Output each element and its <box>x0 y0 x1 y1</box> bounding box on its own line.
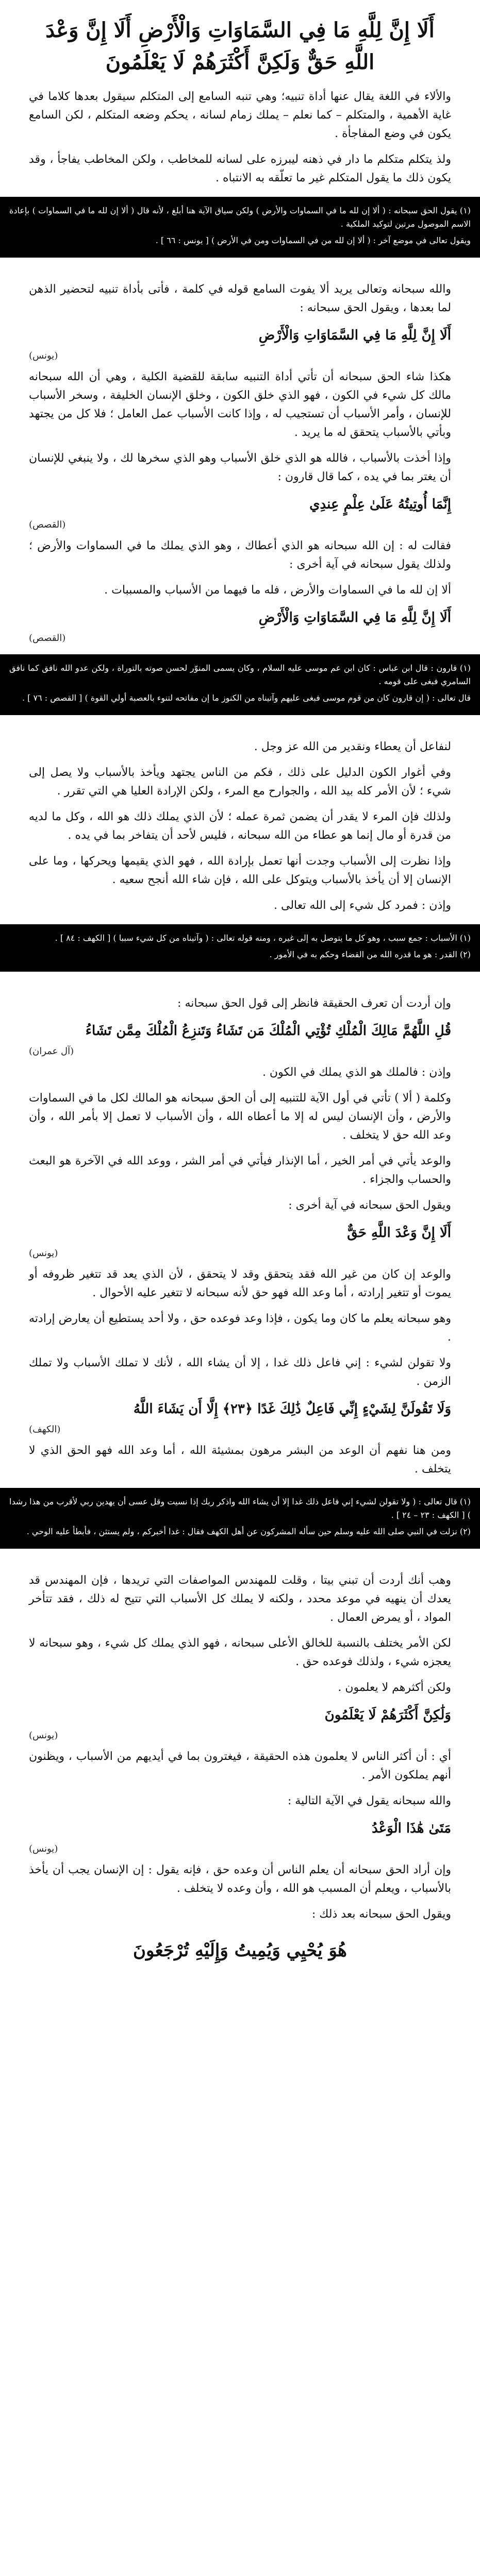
surah-reference: (الكهف) <box>29 1424 61 1435</box>
section-4 <box>9 994 471 1549</box>
footnote-text: ويقول تعالى في موضع آخر : ( ألا إن لله من في السماوات ومن في الأرض ) [ يونس : ٦٦ ] . <box>155 235 471 245</box>
quran-verse: أَلَا إِنَّ وَعْدَ اللَّهِ حَقٌّ <box>347 1225 451 1241</box>
surah-reference: (يونس) <box>29 1730 58 1741</box>
paragraph: هكذا شاء الحق سبحانه أن تأتي أداة التنبيه سابقة للقضية الكلية ، وهي أن الله سبحانه مالك كل شيء في الكون ، فهو الذي خلق الكون ، وخلق الإنسان الخليفة ، وسخر الأسباب للإنسان ، وأمر الأسباب أن تستجيب له ، وإذا كانت الأسباب عمل العامل ؛ فلا كل من يجتهد وبأتي بالأسباب يتحقق له ما يريد . <box>29 370 451 439</box>
paragraph: ولذلك فإن المرء لا يقدر أن يضمن ثمرة عمله ؛ لأن الذي يملك ذلك هو الله ، وكل ما لديه من قدرة أو مال إنما هو عطاء من الله سبحانه ، فليس لأحد أن يتفاخر بما في يده . <box>29 810 451 842</box>
paragraph: وكلمة ( ألا ) تأتي في أول الآية للتنبيه إلى أن الحق سبحانه هو المالك لكل ما في السماوات والأرض ، وأن الإنسان ليس له إلا ما أعطاه الله ، وأن الأسباب لا تعمل إلا بأمر الله ، وأن وعد الله حق لا يتخلف . <box>29 1092 451 1142</box>
paragraph: لكن الأمر يختلف بالنسبة للخالق الأعلى سبحانه ، فهو الذي يملك كل شيء ، وهو سبحانه لا يعجزه شيء ، ولذلك فوعده حق . <box>29 1637 451 1668</box>
surah-reference: (القصص) <box>29 633 66 643</box>
paragraph: وإذا أخذت بالأسباب ، فالله هو الذي خلق الأسباب وهو الذي سخرها لك ، ولا ينبغي للإنسان أن يغتر بما في يده ، كما قال قارون : <box>29 452 451 483</box>
footnote-box <box>0 1488 480 1549</box>
opening-verse: أَلَا إِنَّ لِلَّهِ مَا فِي السَّمَاوَاتِ وَالْأَرْضِ أَلَا إِنَّ وَعْدَ اللَّهِ حَقٌّ وَلَكِنَّ أَكْثَرَهُمْ لَا يَعْلَمُونَ <box>45 18 435 74</box>
paragraph: فقالت له : إن الله سبحانه هو الذي أعطاك ، وهو الذي يملك ما في السماوات والأرض ؛ ولذلك يقول سبحانه في آية أخرى : <box>29 539 451 571</box>
section-5 <box>29 1571 451 1964</box>
paragraph: وهب أنك أردت أن تبني بيتا ، وقلت للمهندس المواصفات التي تريدها ، فإن المهندس قد يعدك أن ينهيه في موعد محدد ، ولكنه لا يملك كل الأسباب التي تتيح له ذلك ، فقد تتأخر المواد ، أو يمرض العمال . <box>29 1574 451 1624</box>
footnote-box <box>0 924 480 972</box>
paragraph: وإذن : فالملك هو الذي يملك في الكون . <box>262 1066 451 1079</box>
paragraph: وفي أغوار الكون الدليل على ذلك ، فكم من الناس يجتهد ويأخذ بالأسباب ولا يصل إلى شيء ؛ لأن الأمر كله بيد الله ، والجوارح مع المرء ، ولكن الإرادة العليا هي التي تقرر . <box>29 766 451 798</box>
paragraph: ومن هنا نفهم أن الوعد من البشر مرهون بمشيئة الله ، أما وعد الله فهو الحق الذي لا يتخلف . <box>29 1444 451 1476</box>
surah-reference: (يونس) <box>29 1843 58 1854</box>
paragraph: ولذ يتكلم متكلم ما دار في ذهنه ليبرزه على لسانه للمخاطب ، ولكن المخاطب يفاجأ ، وقد يكون ذلك ما يقول المتكلم غير ما تعلّقه به الانتباه . <box>29 153 451 184</box>
footnote-text: (١) الأسباب : جمع سبب ، وهو كل ما يتوصل به إلى غيره ، ومنه قوله تعالى : ( وآتيناه من كل شيء سببا ) [ الكهف : ٨٤ ] . <box>55 933 471 943</box>
surah-reference: (آل عمران) <box>29 1046 74 1057</box>
section-2 <box>9 280 471 715</box>
quran-verse: مَتَىٰ هَٰذَا الْوَعْدُ <box>372 1821 451 1836</box>
paragraph: أي : أن أكثر الناس لا يعلمون هذه الحقيقة ، فيغترون بما في أيديهم من الأسباب ، ويظنون أنهم يملكون الأمر . <box>29 1750 451 1782</box>
paragraph: ويقول الحق سبحانه بعد ذلك : <box>311 1908 451 1921</box>
section-3 <box>29 738 471 972</box>
surah-reference: (يونس) <box>29 350 58 361</box>
section-1 <box>9 88 471 258</box>
paragraph: وإن أراد الحق سبحانه أن يعلم الناس أن وعده حق ، فإنه يقول : إن الإنسان يجب أن يأخذ بالأسباب ، ويعلم أن المسبب هو الله ، وأن وعده لا يتخلف . <box>29 1863 451 1895</box>
footnote-text: (١) يقول الحق سبحانه : ( ألا إن لله ما في السماوات والأرض ) ولكن سياق الآية هنا أبلغ ، لأنه قال ( ألا إن لله ما في السماوات ) بإعادة الاسم الموصول مرتين لتوكيد الملكية . <box>9 206 471 229</box>
paragraph: لنفاعل أن يعطاء ونقدير من الله عز وجل . <box>254 740 451 753</box>
quran-verse: أَلَا إِنَّ لِلَّهِ مَا فِي السَّمَاوَاتِ وَالْأَرْضِ <box>258 328 451 343</box>
paragraph: وهو سبحانه يعلم ما كان وما يكون ، فإذا وعد فوعده حق ، ولا أحد يستطيع أن يعارض إرادته . <box>29 1312 451 1344</box>
paragraph: والوعد يأتي في أمر الخير ، أما الإنذار فيأتي في أمر الشر ، ووعد الله في الآخرة هو البعث والحساب والجزاء . <box>29 1155 451 1186</box>
paragraph: والله سبحانه وتعالى يريد ألا يفوت السامع قوله في كلمة ، فأتى بأداة تنبيه لتحضير الذهن لما بعدها ، ويقول الحق سبحانه : <box>29 283 451 314</box>
paragraph: وإذن : فمرد كل شيء إلى الله تعالى . <box>274 899 451 912</box>
paragraph: ويقول الحق سبحانه في آية أخرى : <box>288 1199 451 1212</box>
surah-reference: (القصص) <box>29 519 66 530</box>
paragraph: وإذا نظرت إلى الأسباب وجدت أنها تعمل بإرادة الله ، فهو الذي يقيمها ويحركها ، وما على الإنسان إلا أن يأخذ بالأسباب ويتوكل على الله ، فإن شاء الله أنجح سعيه . <box>29 855 451 886</box>
paragraph: والله سبحانه يقول في الآية التالية : <box>287 1794 451 1807</box>
footnote-text: (١) قارون : قال ابن عباس : كان ابن عم موسى عليه السلام ، وكان يسمى المنوّر لحسن صوته بالتوراة ، ولكن عدو الله نافق كما نافق السامري فبغى على قومه . <box>9 663 471 686</box>
footnote-box <box>0 654 480 715</box>
footnote-text: (٢) نزلت في النبي صلى الله عليه وسلم حين سأله المشركون عن أهل الكهف فقال : غدا أخبركم ، ولم يستثن ، فأبطأ عليه الوحي . <box>26 1527 471 1536</box>
paragraph: ولا تقولن لشيء : إني فاعل ذلك غدا ، إلا أن يشاء الله ، لأنك لا تملك الأسباب ولا تملك الزمن . <box>29 1357 451 1388</box>
quran-verse: قُلِ اللَّهُمَّ مَالِكَ الْمُلْكِ تُؤْتِي الْمُلْكَ مَن تَشَاءُ وَتَنزِعُ الْمُلْكَ مِمَّن تَشَاءُ <box>85 1023 451 1039</box>
closing-verse: هُوَ يُحْيِي وَيُمِيتُ وَإِلَيْهِ تُرْجَعُونَ <box>133 1940 347 1961</box>
paragraph: والألاء في اللغة يقال عنها أداة تنبيه؛ وهي تنبه السامع إلى المتكلم سيقول بعدها كلاما في غاية الأهمية ، والمتكلم – كما نعلم – يملك زمام لسانه ، يحكم وضعه المتكلم ، لكن السامع يكون في وضع المفاجأة . <box>29 90 451 140</box>
paragraph: وإن أردت أن تعرف الحقيقة فانظر إلى قول الحق سبحانه : <box>177 997 451 1010</box>
paragraph: ولكن أكثرهم لا يعلمون . <box>338 1681 451 1694</box>
quran-verse: إِنَّمَا أُوتِيتُهُ عَلَىٰ عِلْمٍ عِندِي <box>309 497 451 512</box>
paragraph: ألا إن لله ما في السماوات والأرض ، فله ما فيهما من الأسباب والمسببات . <box>104 584 451 597</box>
quran-verse: وَلَا تَقُولَنَّ لِشَيْءٍ إِنِّي فَاعِلٌ ذَٰلِكَ غَدًا ﴿٢٣﴾ إِلَّا أَن يَشَاءَ اللَّهُ <box>133 1401 451 1417</box>
footnote-box <box>0 197 480 258</box>
quran-verse: وَلَٰكِنَّ أَكْثَرَهُمْ لَا يَعْلَمُونَ <box>324 1707 451 1723</box>
paragraph: والوعد إن كان من غير الله فقد يتحقق وقد لا يتحقق ، لأن الذي يعد قد تتغير ظروفه أو يموت أو تتغير إرادته ، أما وعد الله فهو حق لأنه سبحانه لا تتغير عليه الأحوال . <box>29 1268 451 1299</box>
footnote-text: (١) قال تعالى : ( ولا تقولن لشيء إني فاعل ذلك غدا إلا أن يشاء الله واذكر ربك إذا نسيت وقل عسى أن يهدين ربي لأقرب من هذا رشدا ) [ الكهف : ٢٣ – ٢٤ ] . <box>9 1497 471 1520</box>
quran-verse: أَلَا إِنَّ لِلَّهِ مَا فِي السَّمَاوَاتِ وَالْأَرْضِ <box>258 610 451 625</box>
surah-reference: (يونس) <box>29 1248 58 1259</box>
footnote-text: قال تعالى : ( إن قارون كان من قوم موسى فبغى عليهم وآتيناه من الكنوز ما إن مفاتحه لتنوء بالعصبة أولي القوة ) [ القصص : ٧٦ ] . <box>22 693 471 703</box>
footnote-text: (٢) القدر : هو ما قدره الله من القضاء وحكم به في الأمور . <box>269 950 471 959</box>
